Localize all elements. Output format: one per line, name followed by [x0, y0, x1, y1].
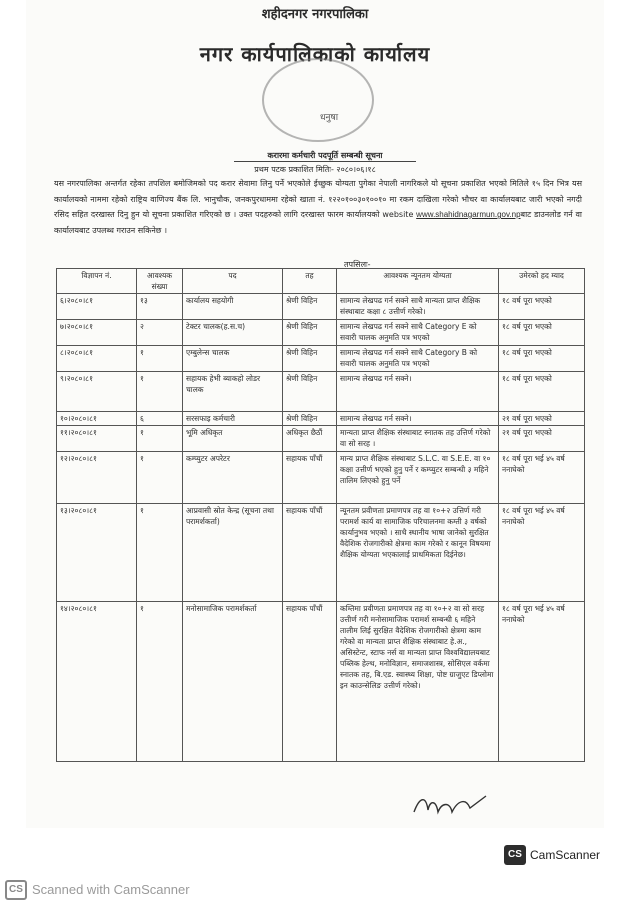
cell-qualification: मान्य प्राप्त शैक्षिक संस्थाबाट S.L.C. वा S.E.E. वा १० कक्षा उत्तीर्ण भएको हुनु पर्ने र कम्प्युटर सम्बन्धी ३ महिने तालिम लिएको हुनु पर्ने	[337, 452, 499, 504]
cell-level: सहायक पाँचौं	[283, 504, 337, 602]
stamp-text: धनुषा	[320, 113, 339, 123]
table-row	[57, 294, 585, 320]
cell-level: श्रेणी विहिन	[283, 320, 337, 346]
cell-qualification: न्यूनतम प्रवीणता प्रमाणपत्र तह वा १०+२ उत्तिर्ण गरी परामर्श कार्य वा सामाजिक परिचालनमा कम्ती ३ वर्षको कार्यानुभव भएको । साथै स्थानीय भाषा जानेको सुरक्षित वैदेशिक रोजगारीको क्षेत्रमा काम गरेको र कानून विषयमा शैक्षिक योग्यता भएकालाई प्राथमिकता दिईनेछ।	[337, 504, 499, 602]
cell-ad-no: ९।२०८०।८१	[57, 372, 137, 412]
notice-text-2: बाट डाउनलोड गर्न वा कार्यालयबाट उपलब्ध गराउन सकिनेछ ।	[54, 210, 582, 235]
table-row	[57, 602, 585, 762]
cell-ad-no: ११।२०८०।८१	[57, 426, 137, 452]
scanned-with-text: Scanned with CamScanner	[32, 882, 190, 897]
cell-count: १	[137, 426, 183, 452]
camscanner-footer-icon: CS	[5, 880, 27, 900]
table-row	[57, 346, 585, 372]
cell-count: १	[137, 602, 183, 762]
cell-count: १	[137, 504, 183, 602]
cell-ad-no: १२।२०८०।८१	[57, 452, 137, 504]
notice-text-1: यस नगरपालिका अन्तर्गत रहेका तपशिल बमोजिमको पद करार सेवामा लिनु पर्ने भएकोले ईच्छुक योग्यता पुगेका नेपाली नागरिकले यो सूचना प्रकाशित भएको मितिले १५ दिन भित्र यस कार्यालयको नाममा रहेको राष्ट्रिय वाणिज्य बैंक लि. भानुचौक, जनकपुरधाममा रहेको खाता नं. १२२०१००३०१००१० मा रकम दाखिला गरेको भौचर वा कार्यालयबाट जारी भएको नगदी रसिद सहित दरखास्त दिनु हुन यो सूचना प्रकाशित गरिएको छ । उक्त पदहरुको लागि दरखास्त फारम कार्यालयको website	[54, 179, 582, 219]
cell-qualification: सामान्य लेखपढ गर्न सक्ने साथै Category E को सवारी चालक अनुमति पत्र भएको	[337, 320, 499, 346]
office-stamp	[262, 58, 374, 142]
cell-count: २	[137, 320, 183, 346]
cell-age: १८ वर्ष पूरा भई ४५ वर्ष ननाघेको	[499, 452, 585, 504]
cell-post: कार्यालय सहयोगी	[183, 294, 283, 320]
signature	[410, 790, 490, 820]
cell-qualification: सामान्य लेखपढ गर्न सक्ने।	[337, 412, 499, 426]
cell-post: सहायक हेभी ब्याकहो लोडर चालक	[183, 372, 283, 412]
camscanner-logo-icon: CS	[504, 845, 526, 865]
vacancy-table	[56, 268, 585, 762]
table-row	[57, 452, 585, 504]
cell-age: १८ वर्ष पूरा भई ४५ वर्ष ननाघेको	[499, 602, 585, 762]
cell-age: १८ वर्ष पूरा भएको	[499, 372, 585, 412]
cell-age: २१ वर्ष पूरा भएको	[499, 426, 585, 452]
notice-title: करारमा कर्मचारी पदपूर्ति सम्बन्धी सूचना	[234, 150, 416, 162]
table-row	[57, 412, 585, 426]
cell-post: आप्रवासी स्रोत केन्द्र (सूचना तथा परामर्शकर्ता)	[183, 504, 283, 602]
cell-age: १८ वर्ष पूरा भएको	[499, 320, 585, 346]
cell-qualification: कम्तिमा प्रवीणता प्रमाणपत्र तह वा १०+२ वा सो सरह उत्तीर्ण गरी मनोसामाजिक परामर्श सम्बन्धी ६ महिने तालीम लिई सुरक्षित वैदेशिक रोजगारीको क्षेत्रमा काम गरेको वा मान्यता प्राप्त शैक्षिक संस्थाबाट हे.अ., असिस्टेन्ट, स्टाफ नर्स वा मान्यता प्राप्त विश्वविद्यालयबाट पब्लिक हेल्थ, मनोविज्ञान, समाजशास्त्र, सोसिएल वर्कमा स्नातक तह, बि.एड. स्वास्थ्य शिक्षा, पोष्ट ग्राजुएट डिप्लोमा इन काउन्सेलिङ उत्तीर्ण गरेको।	[337, 602, 499, 762]
camscanner-brand: CamScanner	[530, 848, 601, 862]
cell-qualification: सामान्य लेखपढ गर्न सक्ने साथै मान्यता प्राप्त शैक्षिक संस्थाबाट कक्षा ८ उत्तीर्ण गरेको।	[337, 294, 499, 320]
cell-post: एम्बुलेन्स चालक	[183, 346, 283, 372]
cell-ad-no: ८।२०८०।८१	[57, 346, 137, 372]
col-header-count: आवश्यक संख्या	[137, 269, 183, 294]
cell-level: सहायक पाँचौं	[283, 452, 337, 504]
scanned-document	[26, 0, 604, 828]
col-header-ad-no: विज्ञापन नं.	[57, 269, 137, 294]
cell-qualification: सामान्य लेखपढ गर्न सक्ने।	[337, 372, 499, 412]
website-link[interactable]: www.shahidnagarmun.gov.np	[416, 210, 521, 219]
table-row	[57, 426, 585, 452]
schedule-label: तपसिलः-	[344, 260, 371, 269]
cell-ad-no: १४।२०८०।८१	[57, 602, 137, 762]
col-header-qualification: आवश्यक न्यूनतम योग्यता	[337, 269, 499, 294]
municipality-name: शहीदनगर नगरपालिका	[261, 7, 369, 22]
cell-post: टेक्टर चालक(ह.स.च)	[183, 320, 283, 346]
cell-age: १८ वर्ष पूरा भएको	[499, 294, 585, 320]
table-row	[57, 320, 585, 346]
cell-ad-no: ६।२०८०।८१	[57, 294, 137, 320]
cell-post: मनोसामाजिक परामर्शकर्ता	[183, 602, 283, 762]
cell-count: ६	[137, 412, 183, 426]
cell-count: १	[137, 346, 183, 372]
table-header-row	[57, 269, 585, 294]
cell-ad-no: १०।२०८०।८१	[57, 412, 137, 426]
cell-level: श्रेणी विहिन	[283, 372, 337, 412]
notice-paragraph	[54, 176, 582, 238]
cell-post: भूमि अधिकृत	[183, 426, 283, 452]
cell-ad-no: ७।२०८०।८१	[57, 320, 137, 346]
cell-age: १८ वर्ष पूरा भई ४५ वर्ष ननाघेको	[499, 504, 585, 602]
cell-level: अधिकृत छैठौं	[283, 426, 337, 452]
cell-level: श्रेणी विहिन	[283, 346, 337, 372]
cell-age: १८ वर्ष पूरा भएको	[499, 346, 585, 372]
cell-count: १३	[137, 294, 183, 320]
cell-level: श्रेणी विहिन	[283, 294, 337, 320]
col-header-age: उमेरको हद म्याद	[499, 269, 585, 294]
publication-date: प्रथम पटक प्रकाशित मितिः- २०८०।०६।१८	[254, 165, 376, 174]
cell-level: सहायक पाँचौं	[283, 602, 337, 762]
table-row	[57, 504, 585, 602]
col-header-level: तह	[283, 269, 337, 294]
cell-post: सरसफाइ कर्मचारी	[183, 412, 283, 426]
col-header-post: पद	[183, 269, 283, 294]
cell-count: १	[137, 372, 183, 412]
cell-post: कम्प्युटर अपरेटर	[183, 452, 283, 504]
cell-qualification: सामान्य लेखपढ गर्न सक्ने साथै Category B को सवारी चालक अनुमति पत्र भएको	[337, 346, 499, 372]
cell-age: २१ वर्ष पूरा भएको	[499, 412, 585, 426]
cell-count: १	[137, 452, 183, 504]
cell-qualification: मान्यता प्राप्त शैक्षिक संस्थाबाट स्नातक तह उत्तिर्ण गरेको वा सो सरह ।	[337, 426, 499, 452]
table-row	[57, 372, 585, 412]
cell-level: श्रेणी विहिन	[283, 412, 337, 426]
cell-ad-no: १३।२०८०।८१	[57, 504, 137, 602]
office-name: नगर कार्यपालिकाको कार्यालय	[199, 42, 431, 66]
